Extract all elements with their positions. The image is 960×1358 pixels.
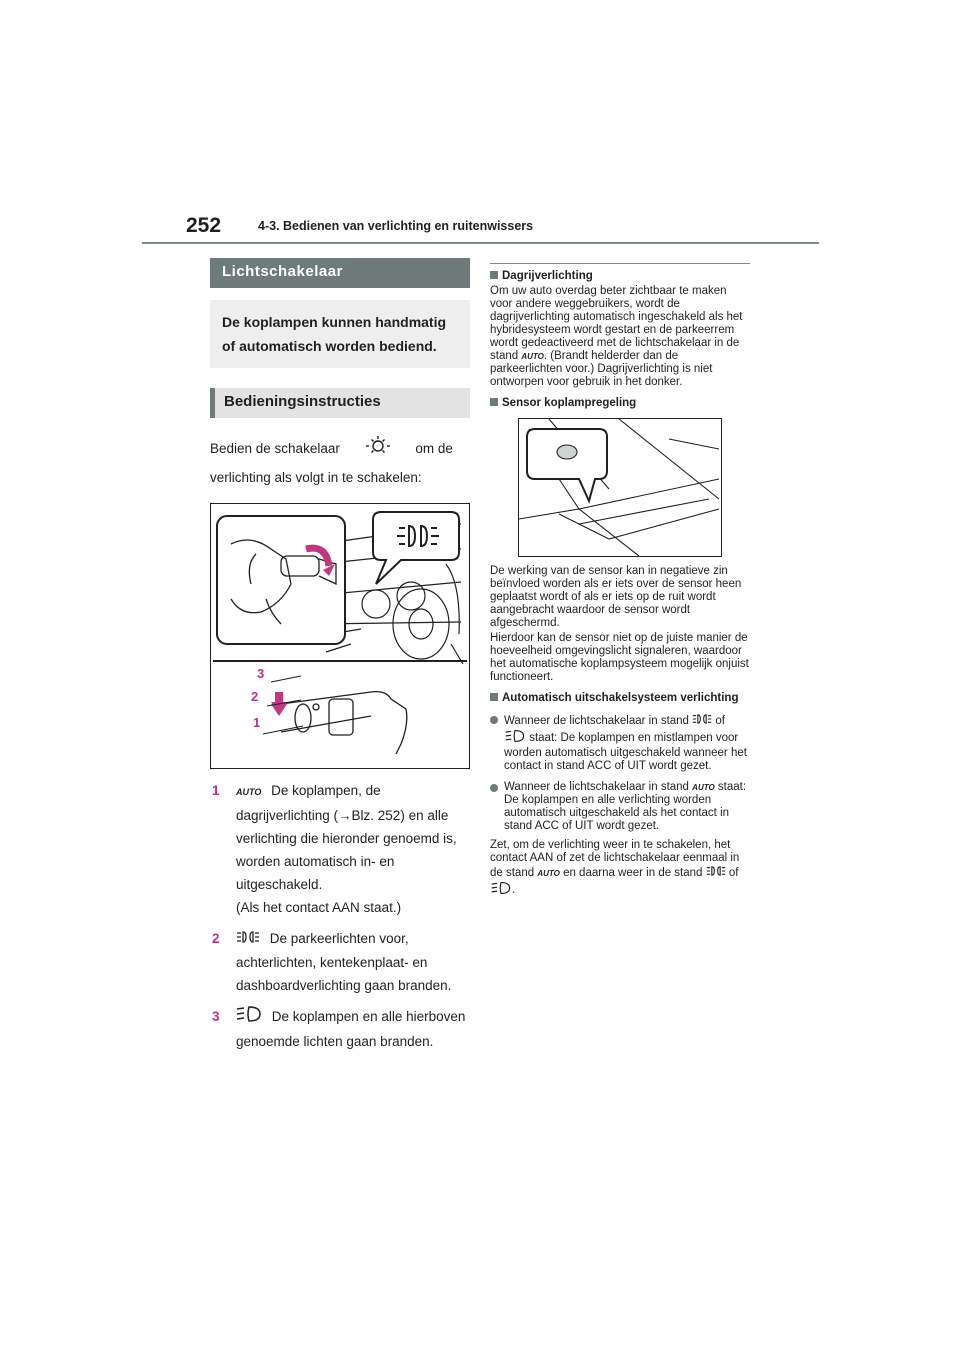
subsection-band: Bedieningsinstructies <box>210 388 470 418</box>
parking-light-icon <box>236 928 260 951</box>
step-list <box>210 779 470 1053</box>
instruction-text-b: om de verlichting als volgt in te schakelen: <box>210 441 453 485</box>
step-text: De parkeerlichten voor, achterlichten, kentekenplaat- en dashboardverlichting gaan branden. <box>236 931 452 993</box>
figure-label-3: 3 <box>257 666 265 681</box>
auto-icon: AUTO <box>236 787 262 797</box>
page-number: 252 <box>186 214 222 237</box>
intro-box: De koplampen kunnen handmatig of automatisch worden bediend. <box>210 300 470 368</box>
figure-label-2: 2 <box>251 689 259 704</box>
step-text: De koplampen, de dagrijverlichting (→Blz. 252) en alle verlichting die hieronder genoemd is, worden automatisch in- en uitgeschakeld. <box>236 783 457 892</box>
sensor-text: De werking van de sensor kan in negatieve zin beïnvloed worden als er iets over de sensor heen geplaatst wordt of als er iets op de ruit wordt aangebracht waardoor de sensor wordt afgeschermd. <box>490 565 742 629</box>
switch-illustration-drawing <box>211 504 469 768</box>
left-column <box>210 258 470 1061</box>
auto-icon: AUTO <box>537 869 560 879</box>
column-rule <box>490 263 750 264</box>
auto-icon: AUTO <box>521 352 544 361</box>
headlight-icon <box>236 1005 262 1030</box>
daytime-running-lights-text: Om uw auto overdag beter zichtbaar te maken voor andere weggebruikers, wordt de dagrijverlichting automatisch ingeschakeld als het hybridesysteem wordt gestart en de parkeerrem wordt gedeactiveerd met de lichtschakelaar in de stand AUTO. (Brandt helderder dan de parkeerlichten voor.) Dagrijverlichting is niet ontworpen voor gebruik in het donker. <box>490 285 743 388</box>
section-band: Lichtschakelaar <box>210 258 470 288</box>
closing-text: Zet, om de verlichting weer in te schakelen, het contact AAN of zet de lichtschakelaar eenmaal in de stand AUTO en daarna weer in de stand of . <box>490 839 750 899</box>
headlight-icon <box>504 729 526 747</box>
right-column <box>490 263 750 899</box>
headlight-icon <box>490 881 512 899</box>
subhead-daytime-running-lights: Dagrijverlichting <box>490 270 750 283</box>
header-rule <box>142 242 819 244</box>
parking-light-icon <box>706 865 726 881</box>
sensor-text-2: Hierdoor kan de sensor niet op de juiste manier de hoeveelheid omgevingslicht signaleren, waardoor het automatische koplampsysteem mogelijk onjuist functioneert. <box>490 632 749 683</box>
step-number: 2 <box>212 931 220 946</box>
subhead-sensor: Sensor koplampregeling <box>490 397 750 410</box>
bullet-item: Wanneer de lichtschakelaar in stand AUTO staat: De koplampen en alle verlichting worden automatisch uitgeschakeld als het contact in stand ACC of UIT wordt gezet. <box>490 781 750 833</box>
parking-light-icon <box>692 713 712 729</box>
step-item <box>210 779 470 919</box>
step-number: 3 <box>212 1008 220 1024</box>
figure-label-1: 1 <box>253 715 261 730</box>
instruction-text <box>210 435 470 491</box>
step-number: 1 <box>212 783 220 798</box>
light-switch-icon <box>358 435 398 464</box>
step-text: De koplampen en alle hierboven genoemde lichten gaan branden. <box>236 1009 466 1049</box>
sensor-illustration <box>518 418 722 557</box>
step-item <box>210 927 470 997</box>
subhead-auto-off: Automatisch uitschakelsysteem verlichting <box>490 692 750 705</box>
bullet-item: Wanneer de lichtschakelaar in stand of staat: De koplampen en mistlampen voor worden automatisch uitgeschakeld wanneer het contact in stand ACC of UIT wordt gezet. <box>490 713 750 773</box>
auto-icon: AUTO <box>692 783 715 792</box>
instruction-text-a: Bedien de schakelaar <box>210 441 340 457</box>
step-note: (Als het contact AAN staat.) <box>236 900 402 915</box>
page-header <box>0 0 960 250</box>
step-item <box>210 1005 470 1053</box>
section-title: 4-3. Bedienen van verlichting en ruitenwissers <box>258 219 534 233</box>
switch-illustration <box>210 503 470 769</box>
